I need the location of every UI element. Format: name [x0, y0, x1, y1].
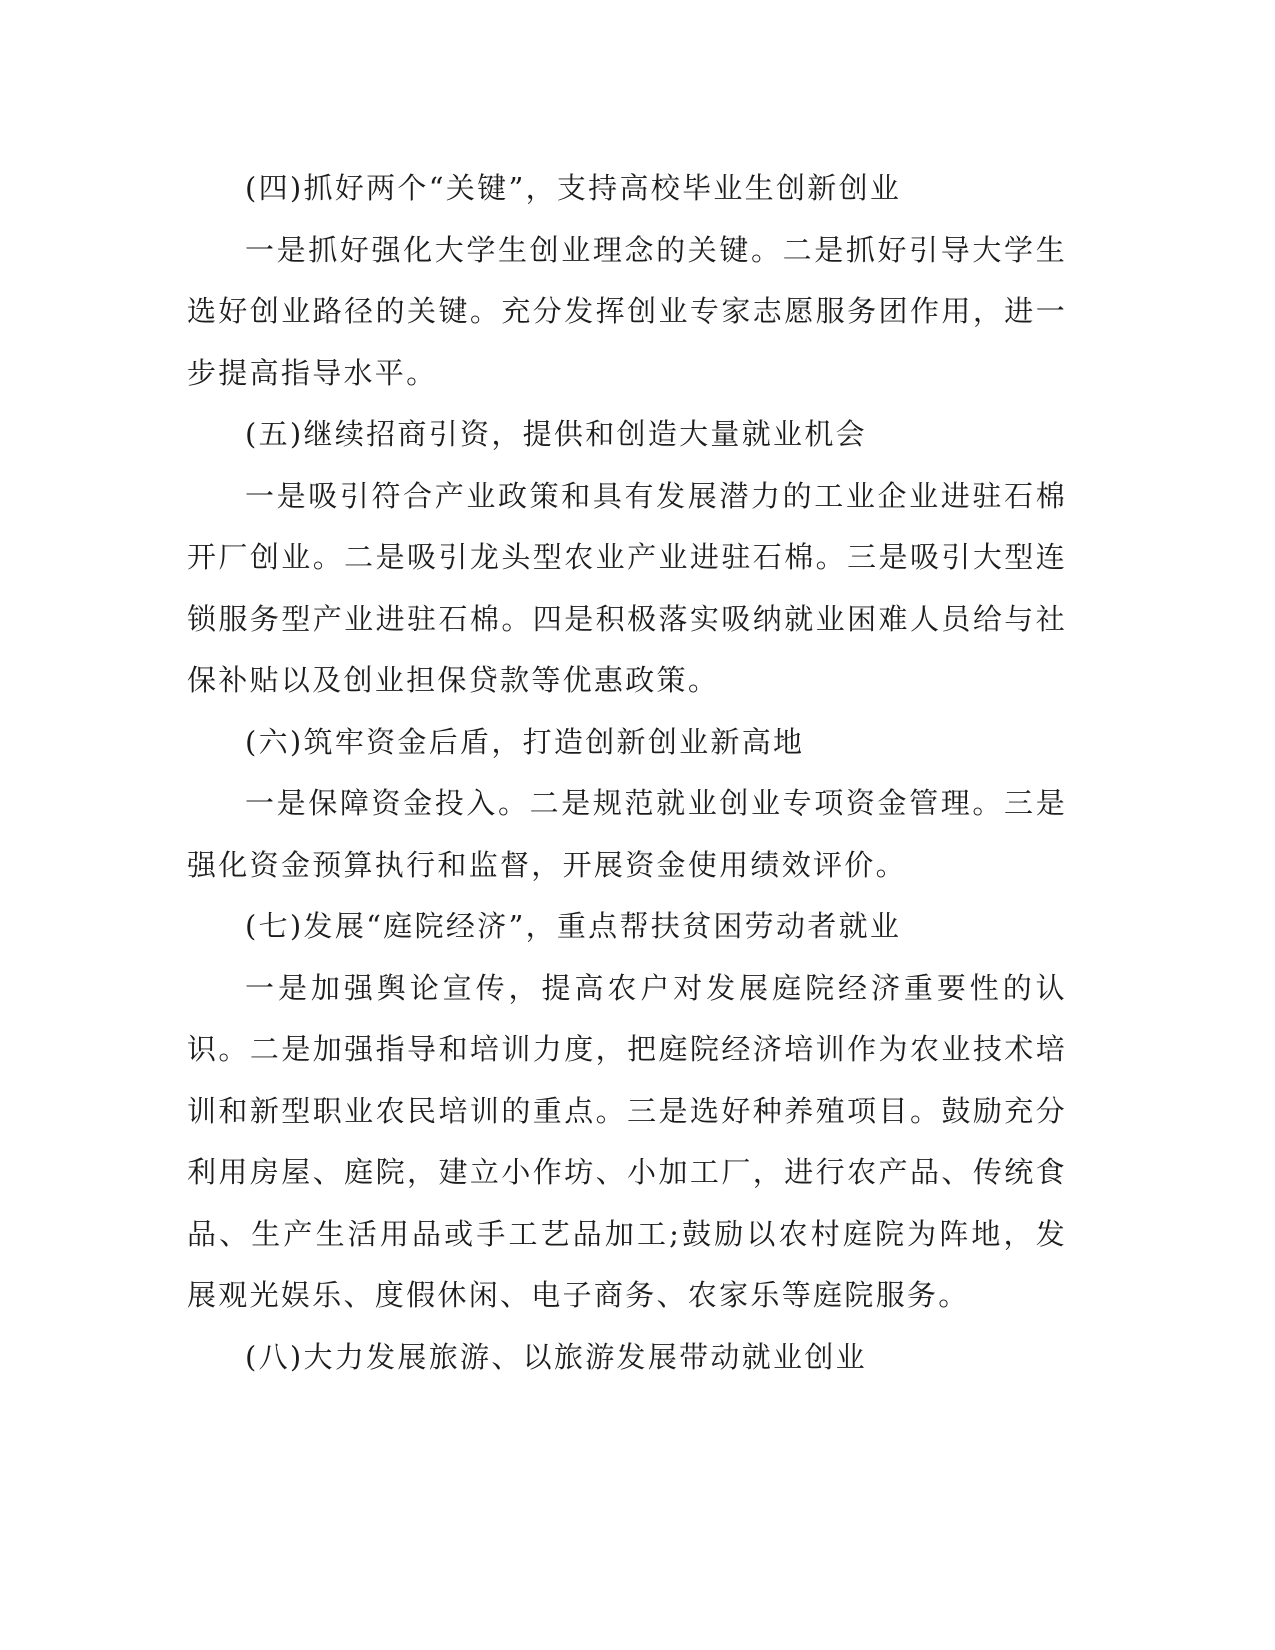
- paragraph-line: 手工艺品加工;鼓励以农村庭院为阵地，发展观光娱乐、度假休闲、电: [187, 1216, 1067, 1312]
- paragraph-line: 一是加强舆论宣传，提高农户对发展庭院经济重要性的认识。二: [187, 970, 1067, 1066]
- paragraph-line: 导水平。: [312, 355, 438, 390]
- document-body: [187, 158, 1067, 1388]
- paragraph-line: 业农民培训的重点。三是选好种养殖项目。鼓励充分利用房屋、庭院: [187, 1093, 1067, 1189]
- paragraph-line: ，建立小作坊、小加工厂，进行农产品、传统食品、生产生活用品或: [187, 1155, 1067, 1251]
- paragraph-line: 产业进驻石棉。四是积极落实吸纳就业困难人员给与社保补贴以及创: [187, 601, 1067, 697]
- section-heading-7: (七)发展“庭院经济”，重点帮扶贫困劳动者就业: [245, 909, 902, 943]
- paragraph-line: 一是抓好强化大学生创业理念的关键。二是抓好引导大学生选好: [187, 232, 1067, 328]
- paragraph-line: 子商务、农家乐等庭院服务。: [562, 1278, 970, 1312]
- paragraph-line: 一是保障资金投入。二是规范就业创业专项资金管理。三是强化: [187, 786, 1067, 882]
- section-heading-8: (八)大力发展旅游、以旅游发展带动就业创业: [245, 1339, 867, 1374]
- section-heading-6: (六)筑牢资金后盾，打造创新创业新高地: [245, 724, 805, 759]
- paragraph-line: 是加强指导和培训力度，把庭院经济培训作为农业技术培训和新型职: [187, 1032, 1067, 1128]
- paragraph-6: [187, 773, 1067, 896]
- paragraph-line: 资金预算执行和监督，开展资金使用绩效评价。: [249, 847, 907, 882]
- paragraph-7: [187, 958, 1067, 1327]
- paragraph-line: 一是吸引符合产业政策和具有发展潜力的工业企业进驻石棉开厂: [187, 478, 1067, 574]
- paragraph-line: 创业路径的关键。充分发挥创业专家志愿服务团作用，进一步提高指: [187, 294, 1067, 390]
- section-heading-5: (五)继续招商引资，提供和创造大量就业机会: [245, 417, 867, 451]
- paragraph-line: 业担保贷款等优惠政策。: [374, 663, 720, 697]
- paragraph-4: [187, 220, 1067, 405]
- section-heading-4: (四)抓好两个“关键”，支持高校毕业生创新创业: [245, 171, 902, 205]
- paragraph-line: 创业。二是吸引龙头型农业产业进驻石棉。三是吸引大型连锁服务型: [187, 540, 1067, 636]
- paragraph-5: [187, 466, 1067, 712]
